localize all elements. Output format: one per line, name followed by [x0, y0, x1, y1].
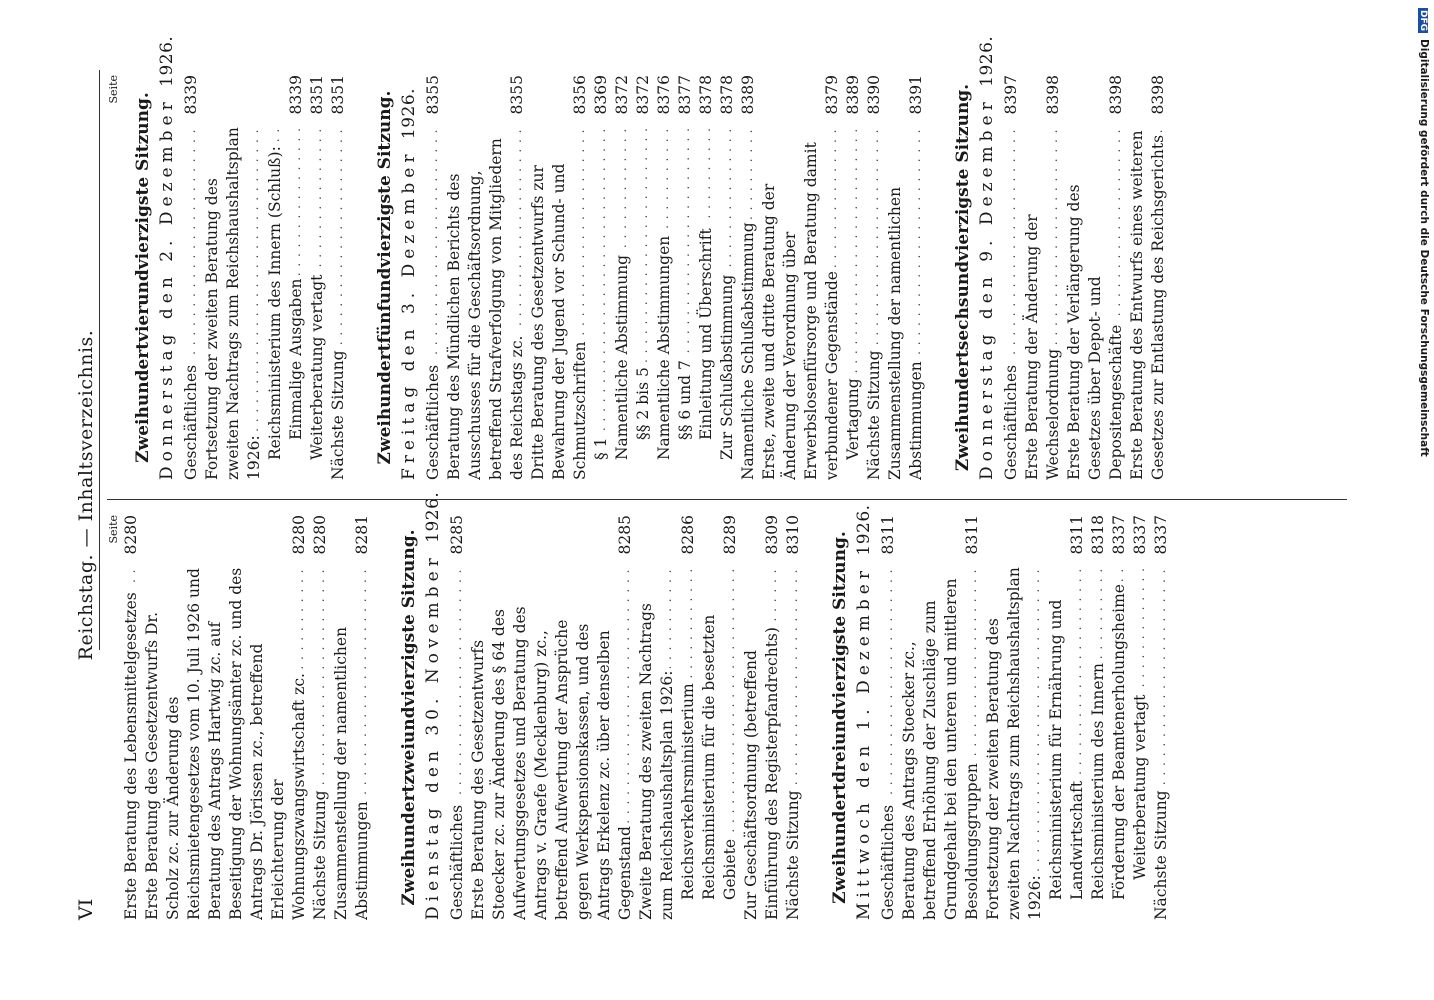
entry-text: Erste Beratung der Änderung der Wechselordnung	[1023, 214, 1062, 480]
toc-entry	[1001, 75, 1022, 480]
entry-page-number: 8285	[448, 515, 466, 555]
session-year: 1926.	[157, 35, 177, 87]
entry-text: Erste Beratung des Entwurfs eines weiteren Gesetzes zur Entlastung des Reichsgerichts	[1128, 130, 1167, 480]
entry-text: Erste, zweite und dritte Beratung der Änderung der Verordnung über Erwerbslosenfürsorge und Beratung damit verbundener Gegenstände	[760, 142, 841, 480]
entry-text: Namentliche Abstimmung	[613, 252, 631, 460]
entry-text-wrap	[591, 127, 612, 460]
right-column	[107, 35, 1357, 480]
entry-text-wrap	[885, 127, 927, 480]
session-date	[157, 35, 177, 480]
entry-page-number: 8351	[308, 75, 326, 115]
entry-text-wrap	[142, 567, 310, 920]
entry-page-number: 8391	[907, 75, 925, 115]
entry-page-number: 8311	[879, 515, 897, 555]
entry-text: § 1	[592, 434, 610, 460]
toc-entry	[591, 75, 612, 480]
toc-entry	[654, 75, 675, 480]
entry-page-number: 8372	[613, 75, 631, 115]
toc-entry	[265, 75, 286, 480]
entry-text-wrap	[286, 127, 307, 440]
entry-text-wrap	[1022, 127, 1064, 480]
entry-text: Zur Schlußabstimmung	[718, 272, 736, 460]
toc-entry	[1109, 515, 1130, 920]
entry-page-number: 8339	[182, 75, 200, 115]
session-year: 1926.	[423, 491, 443, 543]
entry-text-wrap	[423, 127, 444, 480]
entry-text: Reichsministerium des Innern	[1089, 660, 1107, 900]
digitization-note	[1412, 8, 1430, 992]
entry-page-number: 8355	[508, 75, 526, 115]
entry-text: §§ 6 und 7	[676, 357, 694, 440]
entry-text: Reichsministerium für die besetzten Gebiete	[700, 614, 739, 900]
entry-text: Reichsministerium des Innern (Schluß):	[266, 143, 284, 460]
entry-text-wrap	[983, 567, 1046, 920]
session-heading: Zweihundertsechsundvierzigste Sitzung.	[953, 83, 973, 472]
entry-page-number: 8369	[592, 75, 610, 115]
toc-entry	[783, 515, 804, 920]
entry-text-wrap	[444, 127, 528, 480]
entry-text: Vertagung	[844, 375, 862, 460]
left-column	[107, 491, 1357, 920]
toc-entry	[699, 515, 741, 920]
toc-entry	[983, 515, 1046, 920]
entry-text-wrap	[310, 567, 331, 920]
toc-entry	[181, 75, 202, 480]
entry-text: Geschäftliches	[1002, 362, 1020, 480]
entry-text-wrap	[328, 127, 349, 480]
entry-page-number: 8337	[1131, 515, 1149, 555]
entry-text-wrap	[783, 567, 804, 920]
toc-entry	[142, 515, 310, 920]
toc-entry	[423, 75, 444, 480]
toc-entry	[444, 75, 528, 480]
toc-entry	[717, 75, 738, 480]
entry-text-wrap	[307, 127, 328, 460]
entry-page-number: 8280	[122, 515, 140, 555]
entry-text-wrap	[612, 127, 633, 460]
entry-text: Geschäftliches	[424, 362, 442, 480]
entry-page-number: 8356	[571, 75, 589, 115]
entry-text: Fortsetzung der zweiten Beratung des zweiten Nachtrags zum Reichshaushaltsplan 1926:	[984, 567, 1044, 920]
entry-page-number: 8378	[697, 75, 715, 115]
toc-entry	[612, 75, 633, 480]
session-heading: Zweihundertzweiundvierzigste Sitzung.	[399, 529, 419, 906]
toc-entry	[331, 515, 373, 920]
entry-text: Weiterberatung vertagt	[308, 272, 326, 460]
entry-text-wrap	[331, 567, 373, 920]
entry-text-wrap	[636, 567, 678, 920]
session-date	[977, 35, 997, 480]
entry-text: Beratung des Mündlichen Berichts des Ausschusses für die Geschäftsordnung, betreffend Strafverfolgung von Mitgliedern des Reichstags zc.	[445, 138, 526, 480]
session-year: 1926.	[854, 504, 874, 556]
toc-entry	[864, 75, 885, 480]
toc-entry	[636, 515, 678, 920]
entry-text: Nächste Sitzung	[1152, 787, 1170, 920]
entry-page-number: 8337	[1110, 515, 1128, 555]
entry-page-number: 8337	[1152, 515, 1170, 555]
toc-entry	[899, 515, 983, 920]
session-date	[854, 504, 874, 920]
toc-entry	[878, 515, 899, 920]
toc-entry	[310, 515, 331, 920]
entry-text-wrap	[121, 567, 142, 920]
entry-text: Nächste Sitzung	[865, 347, 883, 480]
toc-entry	[468, 515, 636, 920]
header-rule	[99, 70, 100, 650]
entry-page-number: 8351	[329, 75, 347, 115]
entry-text: Erste Beratung des Gesetzentwurfs Stoecker zc. zur Änderung des § 64 des Aufwertungsgesetzes und Beratung des Antrags v. Graefe (Mecklenburg) zc., betreffend Aufwertung der Ansprüche gegen Werkspensionskassen, und des Antrags Erkelenz zc. über denselben Gegenstand	[469, 606, 634, 920]
entry-text-wrap	[696, 127, 717, 440]
session-date-text: Donnerstag den 2. Dezember	[157, 97, 177, 480]
page-number: VI	[75, 898, 97, 920]
entry-page-number: 8376	[655, 75, 673, 115]
entry-text-wrap	[741, 567, 783, 920]
entry-text: Geschäftliches	[879, 802, 897, 920]
entry-page-number: 8281	[353, 515, 371, 555]
dfg-logo: DFG	[1418, 10, 1428, 32]
entry-text-wrap	[654, 127, 675, 460]
entry-text-wrap	[678, 567, 699, 900]
entry-page-number: 8389	[844, 75, 862, 115]
entry-text-wrap	[864, 127, 885, 480]
entry-text: §§ 2 bis 5	[634, 364, 652, 440]
entry-text: Geschäftliches	[182, 362, 200, 480]
entry-text: Erste Beratung der Verlängerung des Gesetzes über Depot- und Depositengeschäfte	[1065, 184, 1125, 480]
entry-text: Namentliche Abstimmungen	[655, 233, 673, 460]
session-heading: Zweihundertdreiundvierzigste Sitzung.	[830, 531, 850, 904]
digitization-text: Digitalisierung gefördert durch die Deutsche Forschungsgemeinschaft	[1418, 39, 1430, 457]
entry-page-number: 8318	[1089, 515, 1107, 555]
session-year: 1926.	[977, 35, 997, 87]
entry-text-wrap	[468, 567, 636, 920]
toc-entry	[1088, 515, 1109, 920]
toc-entry	[528, 75, 591, 480]
entry-text-wrap	[717, 127, 738, 460]
entry-text-wrap	[1088, 567, 1109, 900]
entry-text-wrap	[447, 567, 468, 920]
session-date-text: Freitag den 3. Dezember	[399, 149, 419, 480]
toc-entry	[1064, 75, 1127, 480]
toc-entry	[121, 515, 142, 920]
entry-text-wrap	[878, 567, 899, 920]
entry-page-number: 8355	[424, 75, 442, 115]
toc-entry	[1151, 515, 1172, 920]
toc-entry	[1127, 75, 1169, 480]
entry-page-number: 8398	[1044, 75, 1062, 115]
entry-text: Einmalige Ausgaben	[287, 275, 305, 440]
entry-text: Reichsministerium für Ernährung und Landwirtschaft	[1047, 599, 1086, 900]
entry-text: Reichsverkehrsministerium	[679, 680, 697, 900]
toc-entry	[447, 515, 468, 920]
toc-entry	[696, 75, 717, 480]
toc-entry	[741, 515, 783, 920]
session-heading: Zweihundertvierundvierzigste Sitzung.	[133, 92, 153, 463]
entry-page-number: 8379	[823, 75, 841, 115]
entry-text: Namentliche Schlußabstimmung	[739, 219, 757, 480]
entry-text-wrap	[202, 127, 265, 480]
entry-text-wrap	[1001, 127, 1022, 480]
toc-entry	[633, 75, 654, 480]
entry-text-wrap	[265, 127, 286, 460]
entry-text-wrap	[528, 127, 591, 480]
entry-text-wrap	[633, 127, 654, 440]
entry-text: Nächste Sitzung	[311, 787, 329, 920]
entry-text: Erste Beratung des Lebensmittelgesetzes	[122, 589, 140, 920]
entry-text: Einleitung und Überschrift	[697, 225, 715, 440]
session-date	[423, 491, 443, 920]
session-date-text: Donnerstag den 9. Dezember	[977, 97, 997, 480]
column-divider	[107, 499, 1347, 500]
toc-entry	[328, 75, 349, 480]
entry-page-number: 8372	[634, 75, 652, 115]
entry-text-wrap	[1130, 567, 1151, 880]
entry-text-wrap	[1109, 567, 1130, 900]
entry-text: Nächste Sitzung	[784, 787, 802, 920]
entry-page-number: 8378	[718, 75, 736, 115]
entry-text: Nächste Sitzung	[329, 347, 347, 480]
entry-page-number: 8377	[676, 75, 694, 115]
entry-page-number: 8389	[739, 75, 757, 115]
seite-label: Seite	[107, 515, 120, 544]
toc-entry	[843, 75, 864, 480]
toc-entry	[1046, 515, 1088, 920]
entry-page-number: 8309	[763, 515, 781, 555]
toc-entry	[759, 75, 843, 480]
entry-text-wrap	[675, 127, 696, 440]
entry-page-number: 8280	[290, 515, 308, 555]
session-date	[399, 75, 419, 480]
session-heading: Zweihundertfünfundvierzigste Sitzung.	[375, 90, 395, 465]
book-page	[67, 35, 1367, 950]
entry-text: Zur Geschäftsordnung (betreffend Einführung des Registerpfandrechts)	[742, 624, 781, 920]
toc-entry	[678, 515, 699, 920]
entry-text: Dritte Beratung des Gesetzentwurfs zur Bewahrung der Jugend vor Schund- und Schmutzschriften	[529, 163, 589, 480]
toc-entry	[286, 75, 307, 480]
toc-entry	[1022, 75, 1064, 480]
entry-page-number: 8339	[287, 75, 305, 115]
entry-text: Weiterberatung vertagt	[1131, 692, 1149, 880]
session-year: 1926.	[399, 87, 419, 140]
entry-text-wrap	[899, 567, 983, 920]
toc-entry	[675, 75, 696, 480]
entry-page-number: 8289	[721, 515, 739, 555]
entry-text: Beratung des Antrags Stoecker zc., betreffend Erhöhung der Zuschläge zum Grundgehalt bei den unteren und mittleren Besoldungsgruppen	[900, 578, 981, 920]
entry-page-number: 8398	[1107, 75, 1125, 115]
entry-text-wrap	[843, 127, 864, 460]
entry-text: Erste Beratung des Gesetzentwurfs Dr. Scholz zc. zur Änderung des Reichsmietengesetzes vom 10. Juli 1926 und Beratung des Antrags Hartwig zc. auf Beseitigung der Wohnungsämter zc. und des Antrags Dr. Jörissen zc., betreffend Erleichterung der Wohnungszwangswirtschaft zc.	[143, 567, 308, 920]
toc-entry	[307, 75, 328, 480]
entry-page-number: 8310	[784, 515, 802, 555]
entry-text-wrap	[1046, 567, 1088, 900]
entry-text-wrap	[699, 567, 741, 900]
entry-page-number: 8280	[311, 515, 329, 555]
entry-text-wrap	[759, 127, 843, 480]
entry-text-wrap	[1127, 127, 1169, 480]
running-title: Reichstag. — Inhaltsverzeichnis.	[75, 329, 97, 661]
entry-page-number: 8311	[963, 515, 981, 555]
entry-text: Zusammenstellung der namentlichen Abstimmungen	[332, 626, 371, 920]
running-head	[75, 70, 101, 920]
entry-page-number: 8311	[1068, 515, 1086, 555]
seite-label: Seite	[107, 75, 120, 104]
entry-text-wrap	[738, 127, 759, 480]
session-date-text: Mittwoch den 1. Dezember	[854, 566, 874, 920]
session-date-text: Dienstag den 30. November	[423, 553, 443, 920]
entry-text: Förderung der Beamtenerholungsheime	[1110, 581, 1128, 900]
toc-entry	[885, 75, 927, 480]
entry-text: Zusammenstellung der namentlichen Abstimmungen	[886, 186, 925, 480]
entry-text: Geschäftliches	[448, 802, 466, 920]
entry-text: Zweite Beratung des zweiten Nachtrags zum Reichshaushaltsplan 1926:	[637, 603, 676, 920]
toc-entry	[1130, 515, 1151, 920]
entry-page-number: 8397	[1002, 75, 1020, 115]
entry-page-number: 8398	[1149, 75, 1167, 115]
entry-page-number: 8390	[865, 75, 883, 115]
entry-page-number: 8286	[679, 515, 697, 555]
toc-entry	[202, 75, 265, 480]
entry-text-wrap	[1064, 127, 1127, 480]
toc-entry	[738, 75, 759, 480]
entry-page-number: 8285	[616, 515, 634, 555]
entry-text-wrap	[181, 127, 202, 480]
entry-text-wrap	[1151, 567, 1172, 920]
entry-text: Fortsetzung der zweiten Beratung des zweiten Nachtrags zum Reichshaushaltsplan 1926:	[203, 127, 263, 480]
